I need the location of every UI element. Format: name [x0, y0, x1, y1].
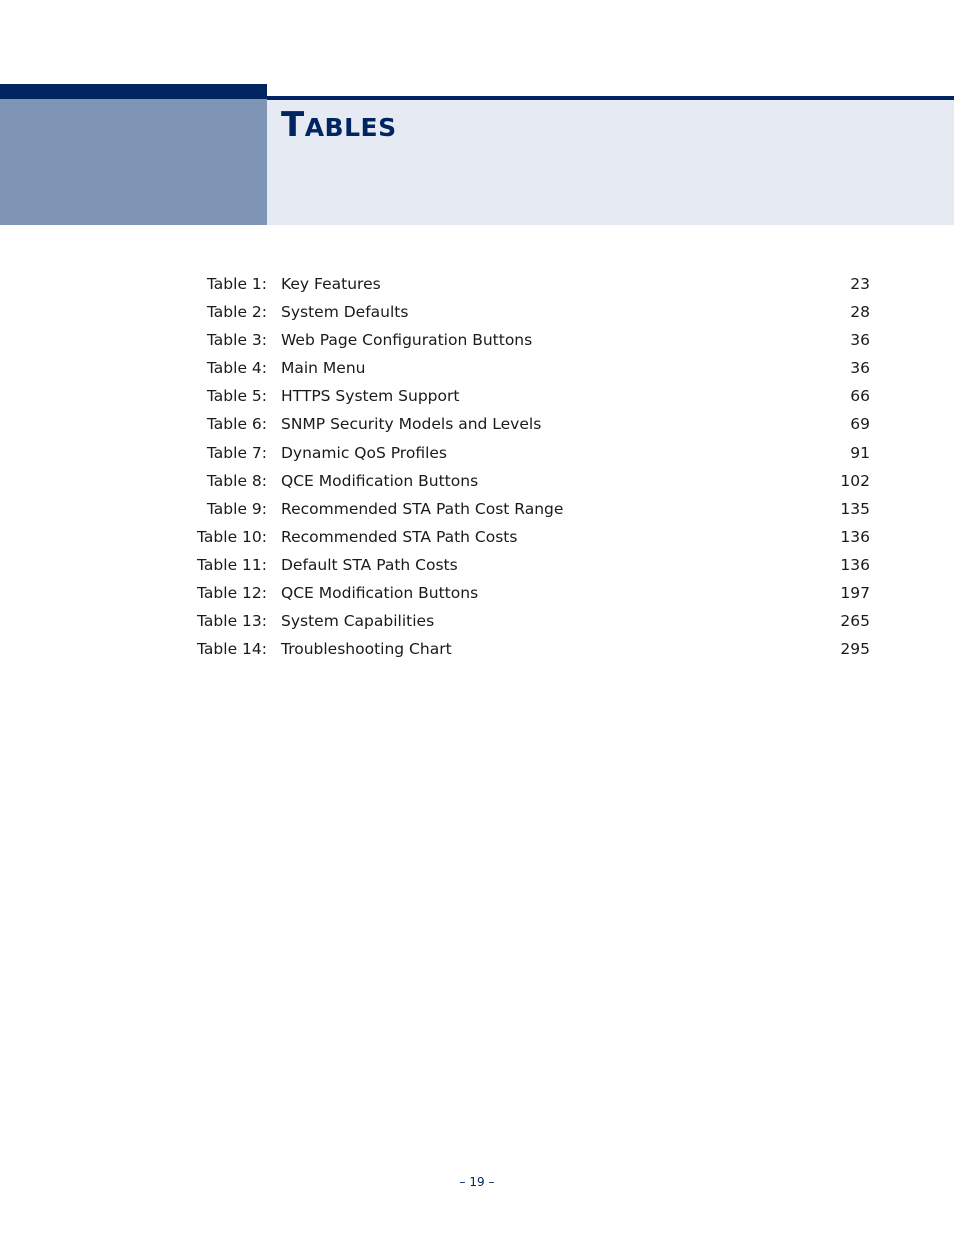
- header-left-block: [0, 99, 267, 225]
- toc-entry-page[interactable]: 135: [840, 499, 870, 518]
- toc-entry[interactable]: [0, 579, 954, 607]
- toc-entry-title[interactable]: HTTPS System Support: [281, 387, 460, 406]
- toc-entry-title[interactable]: System Defaults: [281, 303, 409, 322]
- toc-entry-title[interactable]: Key Features: [281, 275, 381, 293]
- toc-entry-title[interactable]: QCE Modification Buttons: [281, 471, 479, 490]
- toc-entry-label: Table 11:: [197, 555, 267, 574]
- toc-entry[interactable]: [0, 270, 954, 298]
- toc-entry-title[interactable]: Default STA Path Costs: [281, 555, 458, 574]
- toc-entry[interactable]: [0, 467, 954, 495]
- toc-entry-label: Table 5:: [206, 387, 267, 406]
- toc-entry-label: Table 9:: [206, 499, 267, 518]
- toc-entry-label: Table 14:: [197, 640, 267, 659]
- toc-entry-label: Table 10:: [197, 527, 267, 546]
- page-title: [281, 105, 397, 148]
- toc-entry-page[interactable]: 102: [840, 471, 870, 490]
- toc-entry-label: Table 8:: [206, 471, 267, 490]
- toc-entry-page[interactable]: 28: [850, 303, 870, 322]
- toc-entry[interactable]: [0, 326, 954, 354]
- toc-entry-label: Table 7:: [206, 443, 267, 462]
- toc-entry[interactable]: [0, 523, 954, 551]
- toc-entry-label: Table 6:: [206, 415, 267, 434]
- toc-entry-page[interactable]: 69: [850, 415, 870, 434]
- toc-entry-label: Table 12:: [197, 584, 267, 603]
- toc-entry[interactable]: [0, 551, 954, 579]
- toc-entry[interactable]: [0, 298, 954, 326]
- toc-entry-title[interactable]: Troubleshooting Chart: [281, 640, 452, 659]
- toc-entry-page[interactable]: 23: [850, 275, 870, 293]
- toc-entry-page[interactable]: 136: [840, 555, 870, 574]
- toc-entry-page[interactable]: 66: [850, 387, 870, 406]
- toc-entry[interactable]: [0, 410, 954, 438]
- toc-entry-page[interactable]: 136: [840, 527, 870, 546]
- toc-entry-title[interactable]: System Capabilities: [281, 612, 435, 631]
- toc-entry-title[interactable]: Recommended STA Path Costs: [281, 527, 518, 546]
- toc-entry-label: Table 13:: [197, 612, 267, 631]
- toc-entry-title[interactable]: Recommended STA Path Cost Range: [281, 499, 564, 518]
- toc-entry-page[interactable]: 36: [850, 359, 870, 378]
- toc-entry-label: Table 1:: [206, 275, 267, 293]
- toc-entry[interactable]: [0, 607, 954, 635]
- toc-entry-page[interactable]: 265: [840, 612, 870, 631]
- toc-entry-page[interactable]: 295: [840, 640, 870, 659]
- toc-entry-label: Table 3:: [206, 331, 267, 350]
- toc-entry-title[interactable]: Main Menu: [281, 359, 366, 378]
- toc-entry-page[interactable]: 197: [840, 584, 870, 603]
- toc-entry-page[interactable]: 91: [850, 443, 870, 462]
- footer-page-number: – 19 –: [459, 1175, 495, 1189]
- page-title-rest: ABLES: [304, 113, 397, 142]
- toc-entry-label: Table 2:: [206, 303, 267, 322]
- toc-entry[interactable]: [0, 382, 954, 410]
- toc-entry-label: Table 4:: [206, 359, 267, 378]
- toc-entry[interactable]: [0, 354, 954, 382]
- toc-entry[interactable]: [0, 635, 954, 663]
- toc-entry-title[interactable]: SNMP Security Models and Levels: [281, 415, 542, 434]
- toc-entry-page[interactable]: 36: [850, 331, 870, 350]
- toc-entry-title[interactable]: QCE Modification Buttons: [281, 584, 479, 603]
- header-left-bar: [0, 84, 267, 99]
- page-title-initial: T: [281, 105, 305, 145]
- toc-entry-title[interactable]: Dynamic QoS Profiles: [281, 443, 448, 462]
- toc-entry-title[interactable]: Web Page Configuration Buttons: [281, 331, 533, 350]
- toc-entry[interactable]: [0, 439, 954, 467]
- toc-entry[interactable]: [0, 495, 954, 523]
- table-of-tables: [0, 270, 954, 663]
